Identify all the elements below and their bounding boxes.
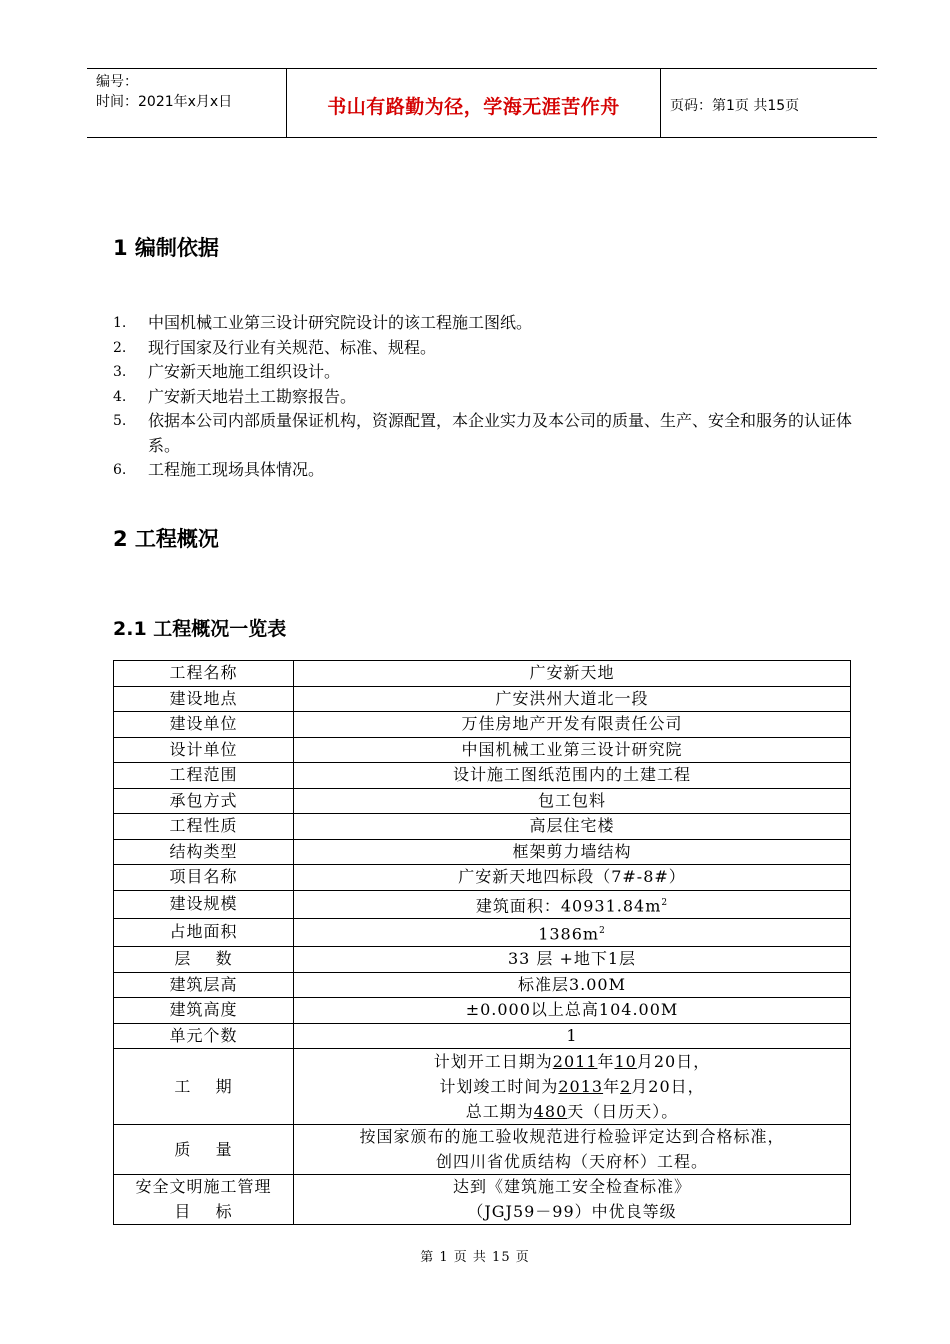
safety-line-1: 达到《建筑施工安全检查标准》 bbox=[452, 1177, 691, 1197]
site-area-value: 1386m bbox=[538, 924, 600, 944]
row-value: 设计施工图纸范围内的土建工程 bbox=[294, 763, 851, 789]
basis-list bbox=[113, 311, 855, 483]
list-number: 5. bbox=[113, 413, 127, 429]
table-row bbox=[114, 839, 851, 865]
safety-label-2: 目 标 bbox=[174, 1201, 233, 1221]
row-label: 设计单位 bbox=[114, 737, 294, 763]
row-label: 层 数 bbox=[114, 947, 294, 973]
text: 总工期为 bbox=[465, 1102, 534, 1122]
row-value: 框架剪力墙结构 bbox=[294, 839, 851, 865]
table-row bbox=[114, 686, 851, 712]
row-label: 项目名称 bbox=[114, 865, 294, 891]
text: 计划开工日期为 bbox=[433, 1052, 553, 1072]
list-text: 现行国家及行业有关规范、标准、规程。 bbox=[148, 337, 437, 357]
row-value: 1 bbox=[294, 1023, 851, 1049]
list-number: 6. bbox=[113, 462, 127, 478]
list-number: 2. bbox=[113, 339, 127, 356]
table-row bbox=[114, 865, 851, 891]
total-days: 480 bbox=[533, 1102, 568, 1122]
row-value bbox=[294, 918, 851, 946]
table-row bbox=[114, 814, 851, 840]
row-value: 标准层3.00M bbox=[294, 972, 851, 998]
table-row bbox=[114, 763, 851, 789]
quality-line-1: 按国家颁布的施工验收规范进行检验评定达到合格标准， bbox=[359, 1127, 785, 1147]
row-label: 工 期 bbox=[114, 1049, 294, 1125]
table-row-safety bbox=[114, 1175, 851, 1225]
row-label: 工程名称 bbox=[114, 661, 294, 687]
row-label: 单元个数 bbox=[114, 1023, 294, 1049]
header-page-number: 页码：第1页 共15页 bbox=[670, 98, 800, 114]
section-1-heading: 1 编制依据 bbox=[113, 236, 219, 260]
table-row bbox=[114, 918, 851, 946]
row-value: 高层住宅楼 bbox=[294, 814, 851, 840]
section-2-1-heading: 2.1 工程概况一览表 bbox=[113, 618, 287, 640]
row-value bbox=[294, 1125, 851, 1175]
text: 计划竣工时间为 bbox=[439, 1077, 559, 1097]
table-row bbox=[114, 972, 851, 998]
table-row bbox=[114, 998, 851, 1024]
list-text: 广安新天地施工组织设计。 bbox=[148, 362, 341, 381]
row-value: 广安新天地四标段（7#-8#） bbox=[294, 865, 851, 891]
list-item bbox=[113, 311, 855, 336]
row-label: 工程范围 bbox=[114, 763, 294, 789]
text: 天（日历天）。 bbox=[567, 1102, 679, 1122]
period-start-line bbox=[294, 1049, 850, 1074]
row-label: 建筑高度 bbox=[114, 998, 294, 1024]
table-row-period bbox=[114, 1049, 851, 1125]
row-label: 质 量 bbox=[114, 1125, 294, 1175]
table-row bbox=[114, 947, 851, 973]
table-row bbox=[114, 1023, 851, 1049]
list-item bbox=[113, 409, 855, 458]
safety-line-2: （JGJ59－99）中优良等级 bbox=[467, 1201, 677, 1221]
document-time: 时间：2021年x月x日 bbox=[96, 94, 233, 110]
page-footer: 第 1 页 共 15 页 bbox=[420, 1250, 530, 1265]
list-item bbox=[113, 360, 855, 385]
list-item bbox=[113, 336, 855, 361]
row-label: 工程性质 bbox=[114, 814, 294, 840]
end-month: 2 bbox=[620, 1077, 632, 1097]
section-2-heading: 2 工程概况 bbox=[113, 527, 219, 551]
table-row bbox=[114, 737, 851, 763]
table-row bbox=[114, 712, 851, 738]
superscript: 2 bbox=[661, 897, 669, 908]
table-row bbox=[114, 661, 851, 687]
end-year: 2013 bbox=[558, 1077, 604, 1097]
quality-line-2: 创四川省优质结构（天府杯）工程。 bbox=[435, 1151, 708, 1171]
table-row-quality bbox=[114, 1125, 851, 1175]
row-label: 建设规模 bbox=[114, 890, 294, 918]
row-value: 广安新天地 bbox=[294, 661, 851, 687]
list-item bbox=[113, 385, 855, 410]
row-label: 建设地点 bbox=[114, 686, 294, 712]
period-end-line bbox=[294, 1074, 850, 1099]
list-text: 工程施工现场具体情况。 bbox=[148, 460, 325, 479]
row-label: 结构类型 bbox=[114, 839, 294, 865]
list-number: 3. bbox=[113, 364, 127, 380]
row-label: 占地面积 bbox=[114, 918, 294, 946]
start-month: 10 bbox=[614, 1052, 637, 1072]
text: 年 bbox=[597, 1052, 615, 1072]
header-meta bbox=[87, 69, 287, 137]
list-text: 依据本公司内部质量保证机构，资源配置，本企业实力及本公司的质量、生产、安全和服务的认证体系。 bbox=[148, 411, 853, 455]
row-label: 建设单位 bbox=[114, 712, 294, 738]
page-header bbox=[87, 68, 877, 138]
row-value: 包工包料 bbox=[294, 788, 851, 814]
row-value: 中国机械工业第三设计研究院 bbox=[294, 737, 851, 763]
list-item bbox=[113, 458, 855, 483]
row-label: 建筑层高 bbox=[114, 972, 294, 998]
row-label: 承包方式 bbox=[114, 788, 294, 814]
document-number: 编号： bbox=[96, 74, 138, 90]
row-label bbox=[114, 1175, 294, 1225]
table-row bbox=[114, 788, 851, 814]
text: 月20日， bbox=[631, 1077, 705, 1097]
list-number: 4. bbox=[113, 388, 127, 405]
row-value: ±0.000以上总高104.00M bbox=[294, 998, 851, 1024]
building-area-value: 建筑面积：40931.84m bbox=[475, 895, 662, 915]
row-value: 33 层 +地下1层 bbox=[294, 947, 851, 973]
row-value: 广安洪州大道北一段 bbox=[294, 686, 851, 712]
row-value bbox=[294, 1175, 851, 1225]
period-total-line bbox=[294, 1099, 850, 1124]
row-value bbox=[294, 1049, 851, 1125]
table-row bbox=[114, 890, 851, 918]
row-value bbox=[294, 890, 851, 918]
superscript: 2 bbox=[599, 925, 606, 936]
start-year: 2011 bbox=[552, 1052, 598, 1072]
list-number: 1. bbox=[113, 315, 127, 331]
text: 月20日， bbox=[636, 1052, 711, 1072]
text: 年 bbox=[603, 1077, 621, 1097]
list-text: 广安新天地岩土工勘察报告。 bbox=[148, 386, 357, 406]
header-motto: 书山有路勤为径，学海无涯苦作舟 bbox=[287, 69, 661, 137]
project-overview-table bbox=[113, 660, 851, 1225]
safety-label-1: 安全文明施工管理 bbox=[135, 1177, 272, 1197]
row-value: 万佳房地产开发有限责任公司 bbox=[294, 712, 851, 738]
list-text: 中国机械工业第三设计研究院设计的该工程施工图纸。 bbox=[148, 313, 533, 332]
